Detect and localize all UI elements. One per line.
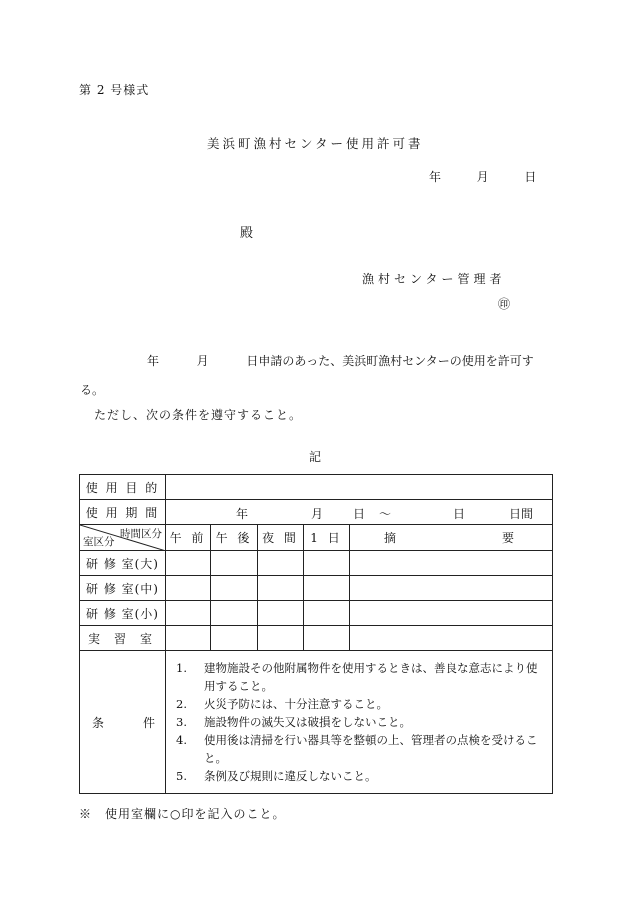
header-afternoon: 午 後 <box>211 525 258 551</box>
room-cell[interactable] <box>166 576 211 601</box>
issuer-name: 漁村センター管理者 <box>362 272 506 286</box>
date-day: 日 <box>524 170 537 184</box>
condition-number: 2. <box>176 697 187 711</box>
room-row <box>80 551 553 576</box>
date-month: 月 <box>476 170 489 184</box>
header-row <box>80 525 553 551</box>
room-cell[interactable] <box>166 626 211 651</box>
permit-sentence-line2: る。 <box>80 383 105 397</box>
purpose-field[interactable] <box>166 475 553 500</box>
room-row <box>80 601 553 626</box>
permit-sentence-line1 <box>147 352 534 369</box>
condition-item <box>176 767 544 785</box>
proviso-text: ただし、次の条件を遵守すること。 <box>94 408 303 422</box>
conditions-label-left: 条 <box>92 715 105 730</box>
conditions-label <box>80 651 166 794</box>
room-remarks[interactable] <box>350 601 553 626</box>
permit-year: 年 <box>147 354 160 368</box>
period-tilde: ～ <box>379 507 392 521</box>
header-allday: 1 日 <box>304 525 350 551</box>
room-cell[interactable] <box>304 626 350 651</box>
seal-mark: ㊞ <box>498 297 511 311</box>
room-division-label: 室区分 <box>83 536 115 548</box>
condition-text: 施設物件の滅失又は破損をしないこと。 <box>204 715 411 729</box>
header-morning: 午 前 <box>166 525 211 551</box>
purpose-label: 使 用 目 的 <box>80 475 166 500</box>
remarks-left: 摘 <box>384 531 397 545</box>
conditions-list-cell <box>166 651 553 794</box>
room-cell[interactable] <box>304 576 350 601</box>
condition-text: 使用後は清掃を行い器具等を整頓の上、管理者の点検を受けること。 <box>204 733 538 765</box>
condition-text: 火災予防には、十分注意すること。 <box>204 697 388 711</box>
remarks-right: 要 <box>502 531 515 545</box>
period-month: 月 <box>311 507 324 521</box>
period-day: 日 <box>353 507 366 521</box>
form-number: 第 2 号様式 <box>79 83 150 97</box>
condition-item <box>176 731 544 767</box>
room-cell[interactable] <box>304 601 350 626</box>
room-cell[interactable] <box>258 601 304 626</box>
usage-table <box>79 474 553 794</box>
issue-date <box>429 168 536 185</box>
permit-month: 月 <box>196 354 209 368</box>
room-cell[interactable] <box>211 576 258 601</box>
room-cell[interactable] <box>258 551 304 576</box>
room-cell[interactable] <box>304 551 350 576</box>
addressee: 殿 <box>240 226 254 241</box>
room-label: 研 修 室(小) <box>80 601 166 626</box>
condition-number: 5. <box>176 769 187 783</box>
room-cell[interactable] <box>258 626 304 651</box>
time-division-label: 時間区分 <box>120 528 162 540</box>
permit-text: 日申請のあった、美浜町漁村センターの使用を許可す <box>246 354 534 368</box>
period-row <box>80 500 553 525</box>
diagonal-header <box>80 525 166 551</box>
header-remarks <box>350 525 553 551</box>
room-label: 研 修 室(大) <box>80 551 166 576</box>
condition-item <box>176 695 544 713</box>
period-year: 年 <box>236 507 249 521</box>
condition-number: 1. <box>176 661 187 675</box>
condition-text: 条例及び規則に違反しないこと。 <box>204 769 377 783</box>
date-year: 年 <box>429 170 442 184</box>
room-remarks[interactable] <box>350 626 553 651</box>
purpose-row <box>80 475 553 500</box>
conditions-row <box>80 651 553 794</box>
room-row <box>80 626 553 651</box>
period-field[interactable] <box>166 500 553 525</box>
room-cell[interactable] <box>258 576 304 601</box>
condition-item <box>176 659 544 695</box>
conditions-list <box>166 651 552 793</box>
room-remarks[interactable] <box>350 551 553 576</box>
condition-number: 4. <box>176 733 187 747</box>
header-night: 夜 間 <box>258 525 304 551</box>
condition-number: 3. <box>176 715 187 729</box>
ki-heading: 記 <box>309 450 322 464</box>
room-remarks[interactable] <box>350 576 553 601</box>
room-cell[interactable] <box>211 551 258 576</box>
room-cell[interactable] <box>211 601 258 626</box>
period-label: 使 用 期 間 <box>80 500 166 525</box>
footnote: ※ 使用室欄に○印を記入のこと。 <box>79 807 286 821</box>
room-cell[interactable] <box>166 551 211 576</box>
room-cell[interactable] <box>211 626 258 651</box>
period-days: 日間 <box>509 507 534 521</box>
room-label: 実 習 室 <box>80 626 166 651</box>
room-label: 研 修 室(中) <box>80 576 166 601</box>
document-title: 美浜町漁村センター使用許可書 <box>207 136 424 151</box>
conditions-label-right: 件 <box>142 715 155 730</box>
condition-item <box>176 713 544 731</box>
room-row <box>80 576 553 601</box>
room-cell[interactable] <box>166 601 211 626</box>
period-day2: 日 <box>453 507 466 521</box>
condition-text: 建物施設その他附属物件を使用するときは、善良な意志により使用すること。 <box>204 661 538 693</box>
